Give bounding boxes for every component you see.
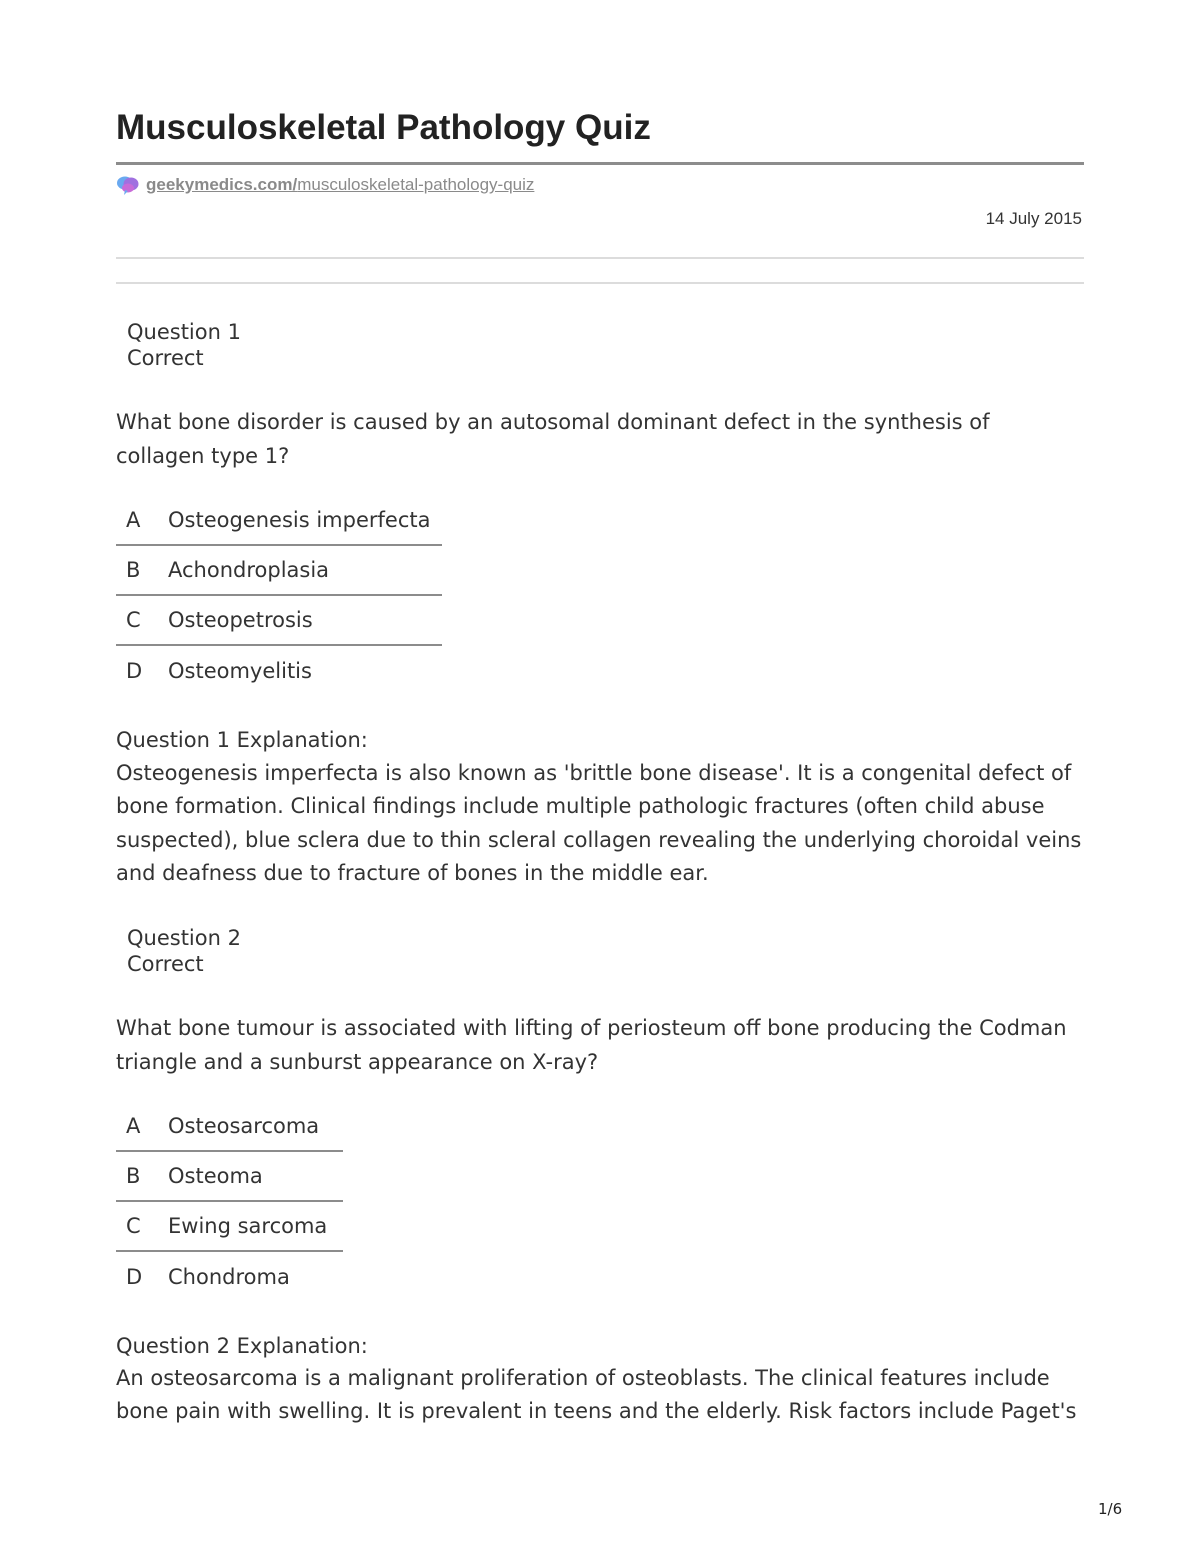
option-text: Achondroplasia [168, 558, 330, 582]
page-number: 1/6 [1098, 1500, 1123, 1518]
option-letter: B [126, 1164, 141, 1188]
divider [116, 257, 1084, 259]
explanation-text: Osteogenesis imperfecta is also known as 'brittle bone disease'. It is a congenital defect of bone formation. Clinical findings include multiple pathologic fractures (often child abuse suspected), blue sclera due to thin scleral collagen revealing the underlying choroidal veins and deafness due to fracture of bones in the middle ear. [116, 761, 1082, 885]
option-text: Osteogenesis imperfecta [168, 508, 431, 532]
question-status: Correct [127, 952, 204, 976]
option-text: Osteosarcoma [168, 1114, 320, 1138]
option-letter: D [126, 659, 143, 683]
explanation-text: An osteosarcoma is a malignant proliferation of osteoblasts. The clinical features include bone pain with swelling. It is prevalent in teens and the elderly. Risk factors include Paget's [116, 1366, 1077, 1424]
option-letter: C [126, 1214, 141, 1238]
answer-option[interactable] [116, 1202, 343, 1252]
brain-icon [116, 174, 140, 196]
answer-option[interactable] [116, 546, 442, 596]
divider [116, 282, 1084, 284]
question-status: Correct [127, 346, 204, 370]
answer-option[interactable] [116, 1102, 343, 1152]
option-text: Ewing sarcoma [168, 1214, 328, 1238]
option-text: Osteopetrosis [168, 608, 313, 632]
title-divider [116, 162, 1084, 165]
source-domain: geekymedics.com/ [146, 175, 298, 194]
option-text: Osteomyelitis [168, 659, 312, 683]
page-title: Musculoskeletal Pathology Quiz [116, 108, 651, 147]
option-text: Osteoma [168, 1164, 263, 1188]
publish-date: 14 July 2015 [985, 209, 1082, 228]
answer-option[interactable] [116, 1152, 343, 1202]
answer-option[interactable] [116, 496, 442, 546]
question-text: What bone tumour is associated with lifting of periosteum off bone producing the Codman triangle and a sunburst appearance on X-ray? [116, 1016, 1067, 1074]
question-header [127, 319, 241, 371]
option-letter: A [126, 508, 141, 532]
option-letter: A [126, 1114, 141, 1138]
answer-option[interactable] [116, 1252, 343, 1302]
question-text: What bone disorder is caused by an autosomal dominant defect in the synthesis of collagen type 1? [116, 410, 990, 468]
answer-option[interactable] [116, 646, 442, 696]
option-letter: C [126, 608, 141, 632]
option-letter: B [126, 558, 141, 582]
source-path: musculoskeletal-pathology-quiz [297, 175, 535, 194]
question-number: Question 2 [127, 926, 241, 950]
question-number: Question 1 [127, 320, 241, 344]
source-link[interactable] [146, 175, 534, 195]
answer-options [116, 1102, 343, 1302]
option-text: Chondroma [168, 1265, 290, 1289]
explanation-label: Question 2 Explanation: [116, 1334, 368, 1358]
question-header [127, 925, 241, 977]
explanation-label: Question 1 Explanation: [116, 728, 368, 752]
answer-options [116, 496, 442, 696]
option-letter: D [126, 1265, 143, 1289]
answer-option[interactable] [116, 596, 442, 646]
source-line [116, 172, 534, 198]
